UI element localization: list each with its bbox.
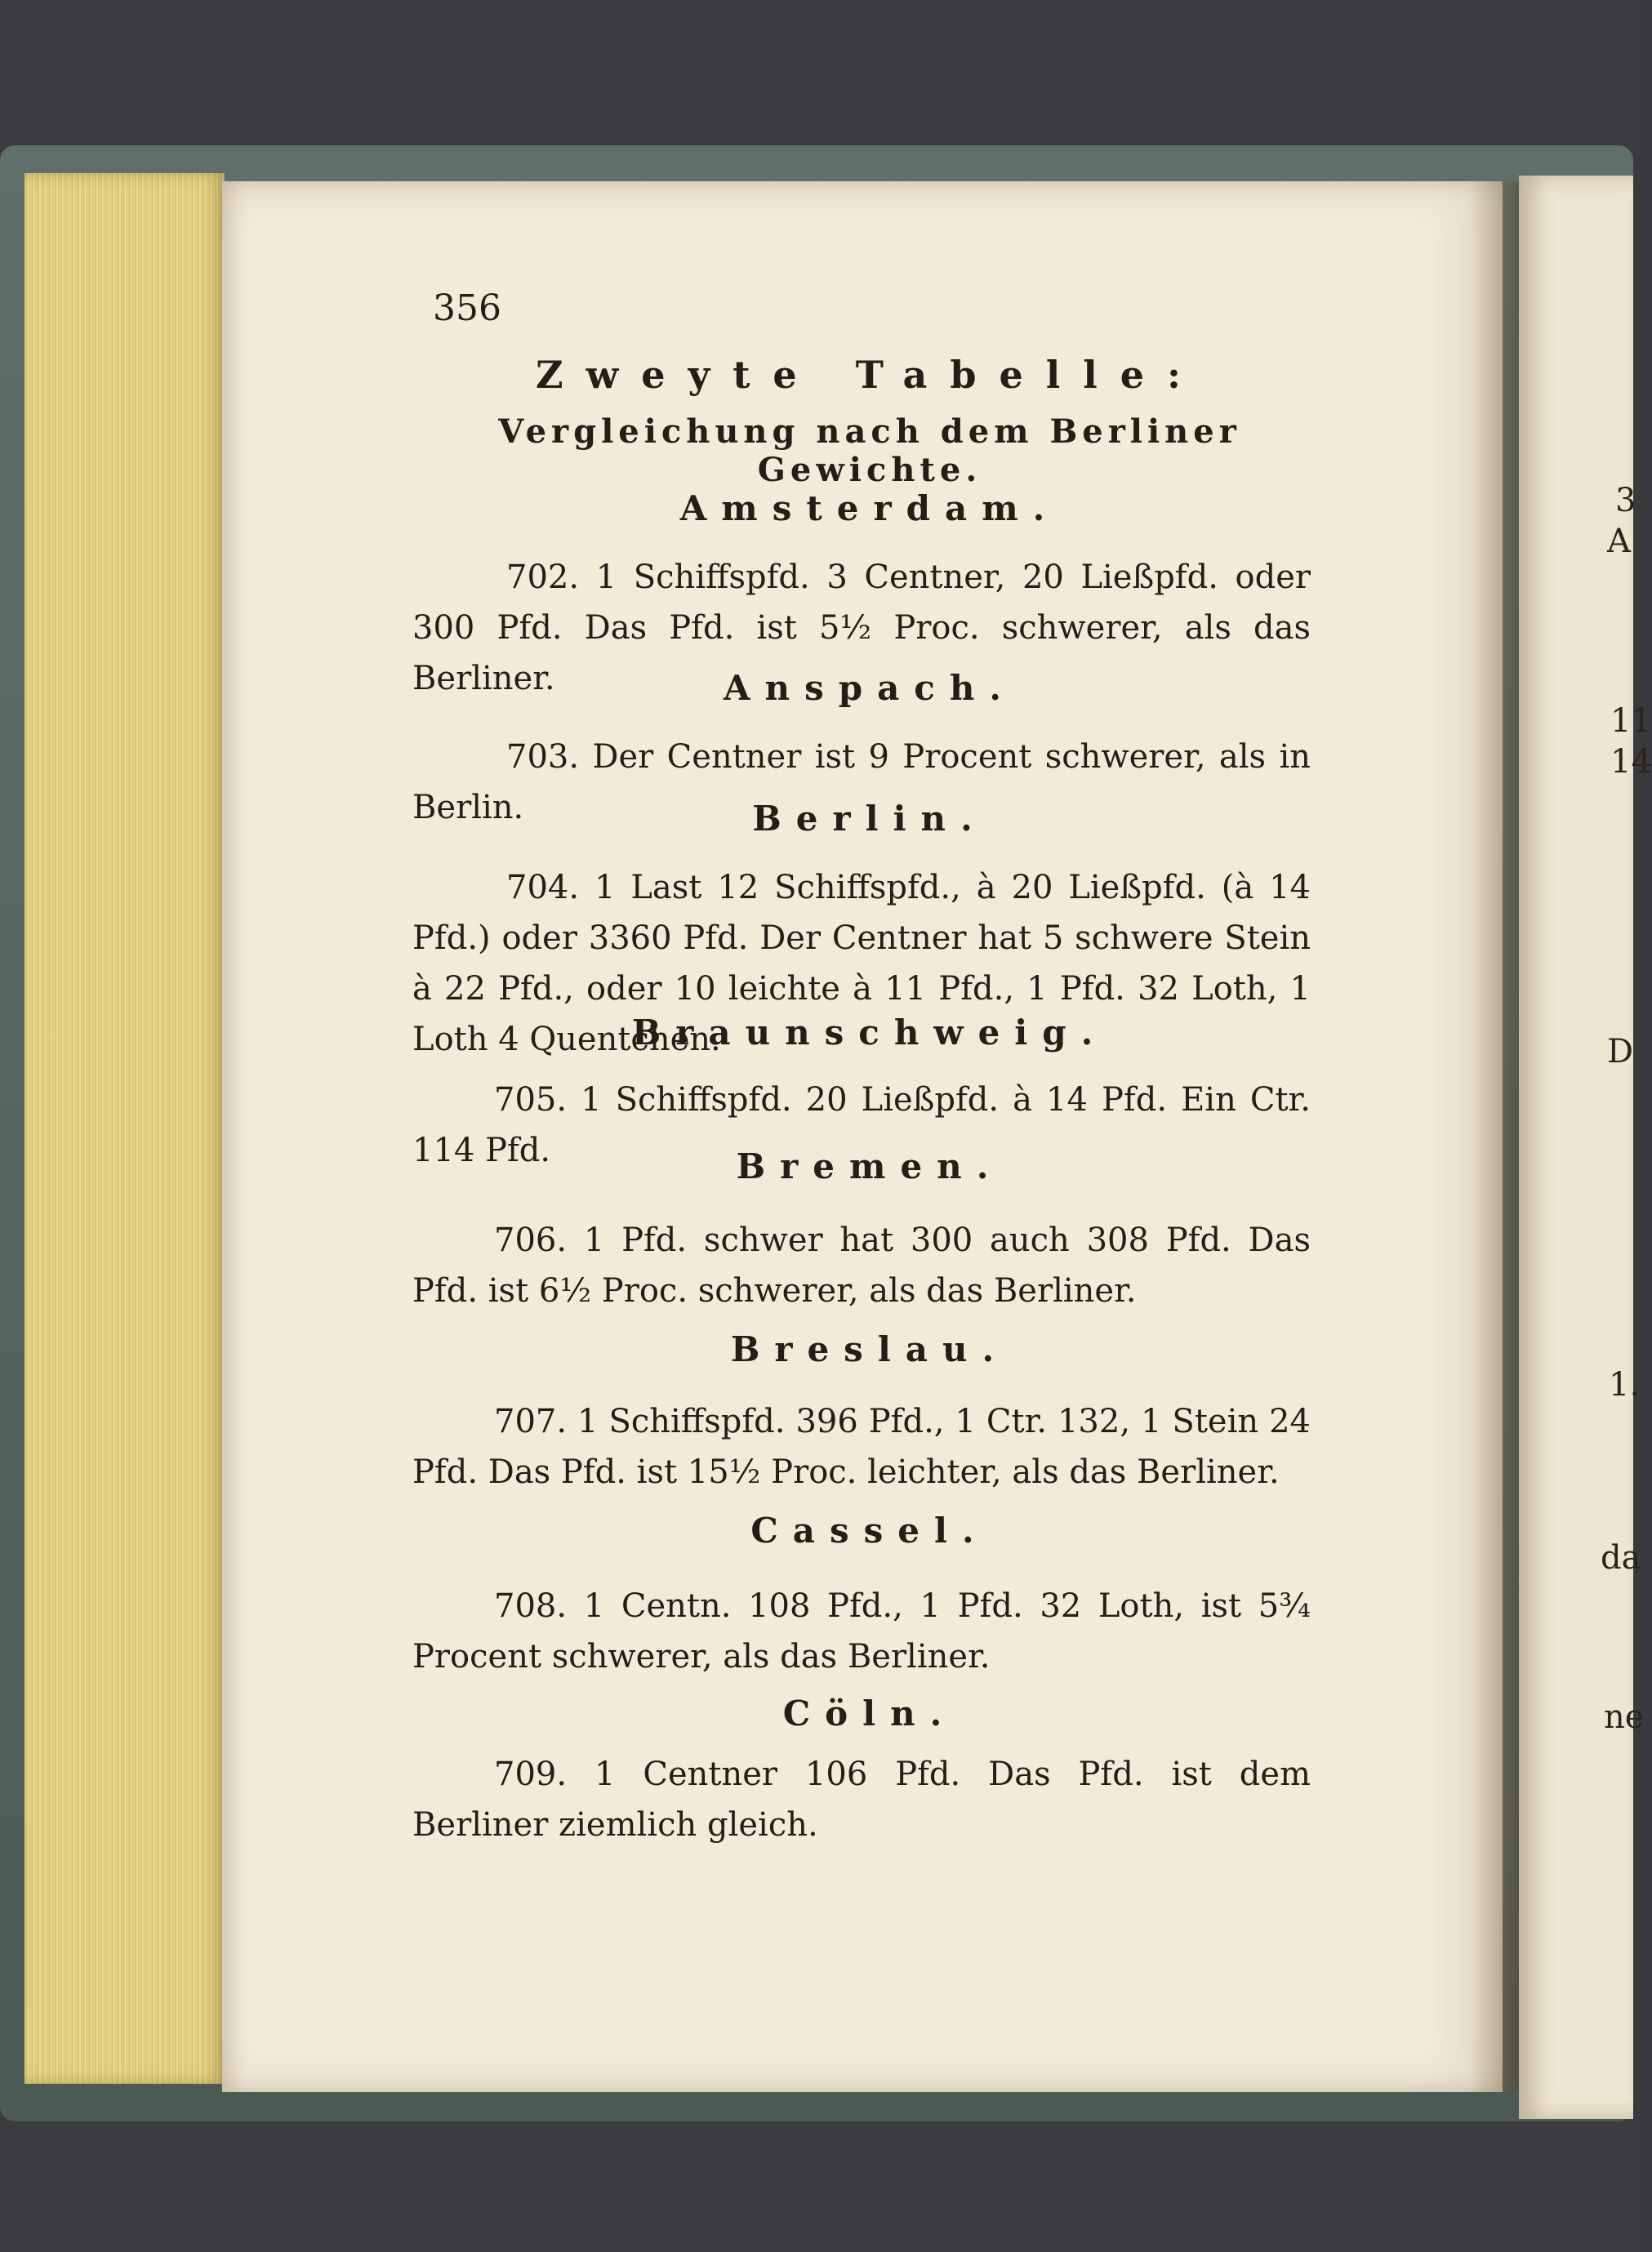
right-page-fragment: A <box>1607 523 1631 560</box>
table-subtitle: Vergleichung nach dem Berliner Gewichte. <box>498 412 1241 489</box>
entry-text: 703. Der Centner ist 9 Procent schwerer, als in Berlin. <box>412 738 1311 826</box>
entry-text: 702. 1 Schiffspfd. 3 Centner, 20 Ließpfd. oder 300 Pfd. Das Pfd. ist 5½ Proc. schwerer, als das Berliner. <box>412 559 1311 697</box>
section-heading: Berlin. <box>752 799 987 839</box>
section-heading: Bremen. <box>736 1146 1004 1186</box>
section-heading: Breslau. <box>730 1329 1009 1369</box>
table-title: Zweyte Tabelle: <box>536 353 1204 397</box>
page-number: 356 <box>433 287 501 329</box>
entry-text: 708. 1 Centn. 108 Pfd., 1 Pfd. 32 Loth, ist 5¾ Procent schwerer, als das Berliner. <box>412 1587 1311 1676</box>
section-heading: Amsterdam. <box>679 488 1060 528</box>
right-page-fragment: 11 <box>1610 702 1652 740</box>
right-page-fragment: 14 <box>1610 743 1652 781</box>
entry-text: 709. 1 Centner 106 Pfd. Das Pfd. ist dem Berliner ziemlich gleich. <box>412 1756 1311 1844</box>
section-heading: Braunschweig. <box>631 1013 1108 1053</box>
page-edges <box>24 173 225 2084</box>
right-page <box>1519 176 1652 2119</box>
right-page-fragment: da <box>1601 1539 1641 1577</box>
section-heading: Anspach. <box>723 668 1017 708</box>
right-page-fragment: 1. <box>1609 1366 1641 1404</box>
entry-text: 704. 1 Last 12 Schiffspfd., à 20 Ließpfd. (à 14 Pfd.) oder 3360 Pfd. Der Centner hat 5 schwere Stein à 22 Pfd., oder 10 leichte à 11 Pfd., 1 Pfd. 32 Loth, 1 Loth 4 Quentchen. <box>412 869 1311 1058</box>
entry-text: 705. 1 Schiffspfd. 20 Ließpfd. à 14 Pfd. Ein Ctr. 114 Pfd. <box>412 1081 1311 1169</box>
right-page-fragment: D <box>1607 1033 1634 1070</box>
section-heading: Cöln. <box>782 1693 957 1734</box>
section-heading: Cassel. <box>750 1511 989 1551</box>
entry-text: 707. 1 Schiffspfd. 396 Pfd., 1 Ctr. 132, 1 Stein 24 Pfd. Das Pfd. ist 15½ Proc. leichter, als das Berliner. <box>412 1403 1311 1491</box>
entry-text: 706. 1 Pfd. schwer hat 300 auch 308 Pfd. Das Pfd. ist 6½ Proc. schwerer, als das Berliner. <box>412 1222 1311 1310</box>
right-page-fragment: 3 <box>1615 482 1636 519</box>
right-page-fragment: ne <box>1604 1698 1645 1736</box>
